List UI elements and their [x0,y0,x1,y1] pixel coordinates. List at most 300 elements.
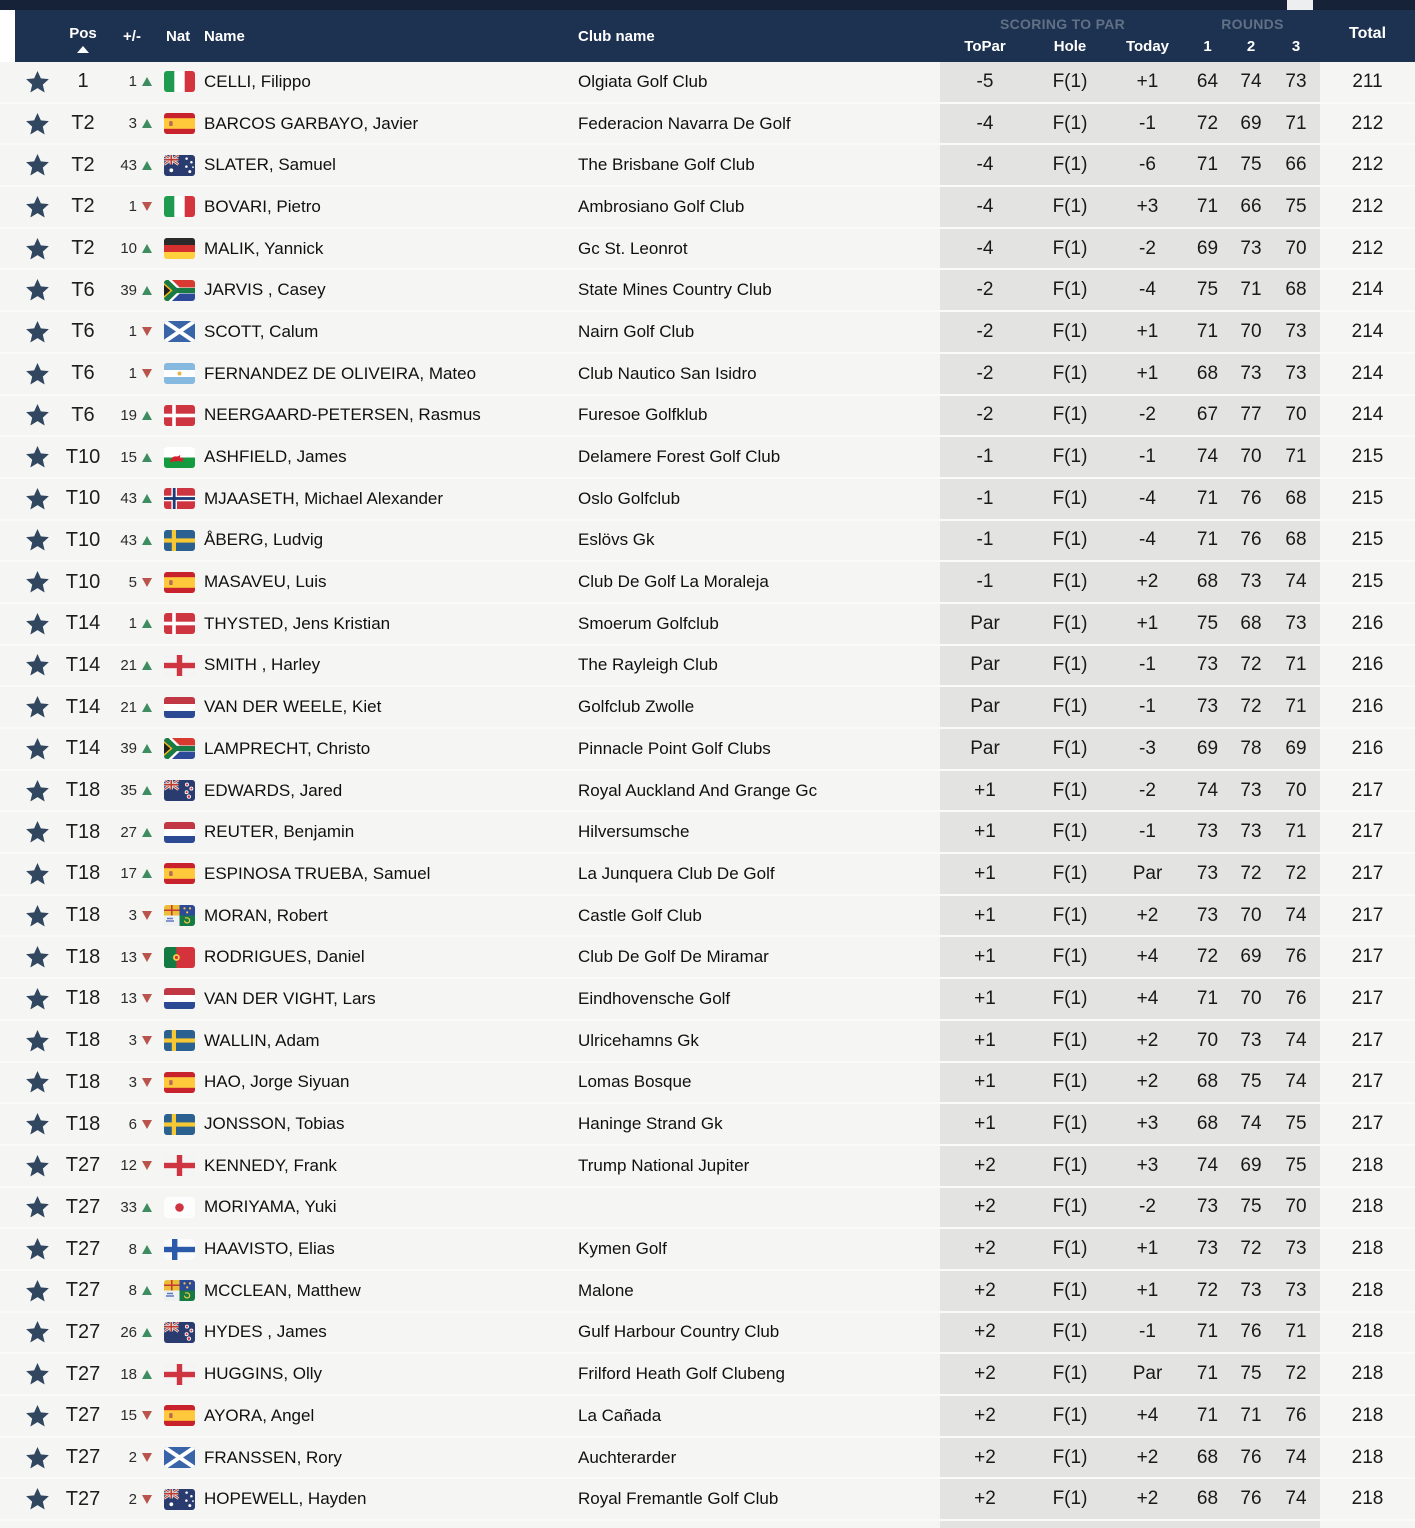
position-change-value: 1 [128,198,137,216]
topar-value: +2 [940,1396,1030,1436]
hole-value: F(1) [1030,62,1110,102]
hole-value: F(1) [1030,729,1110,769]
position-change [106,187,158,227]
hole-value: F(1) [1030,437,1110,477]
move-up-triangle-icon [142,411,152,420]
total-value: 218 [1351,1488,1384,1510]
favorite-star-icon[interactable] [24,861,51,887]
topar-value: -2 [940,396,1030,436]
favorite-cell [0,646,60,686]
club-name [570,1188,940,1228]
today-value: -4 [1110,270,1185,310]
table-row[interactable] [0,229,1415,271]
position-value: T27 [65,1154,101,1177]
table-row[interactable] [0,354,1415,396]
position-value: T6 [71,320,95,343]
player-name: AYORA, Angel [204,1405,315,1425]
round2-value: 66 [1230,187,1272,227]
favorite-star-icon[interactable] [24,1486,51,1512]
club-column-header[interactable]: Club name [578,27,655,45]
total-value: 218 [1351,1279,1384,1301]
topar-column-header[interactable]: ToPar [964,38,1006,55]
pos-column-header[interactable] [60,10,106,62]
move-up-triangle-icon [142,77,152,86]
position-change-value: 17 [120,865,137,883]
total-column-header[interactable]: Total [1348,25,1387,42]
position-value: T18 [65,1112,101,1135]
favorite-star-icon[interactable] [24,277,51,303]
topar-value: +2 [940,1271,1030,1311]
favorite-star-icon[interactable] [24,1403,51,1429]
change-column-header[interactable]: +/- [123,27,141,45]
favorite-star-icon[interactable] [24,402,51,428]
position-change-value: 1 [128,323,137,341]
favorite-cell [0,1271,60,1311]
favorite-star-icon[interactable] [24,652,51,678]
total-value: 216 [1351,612,1384,634]
table-row[interactable] [0,1104,1415,1146]
player-name: CELLI, Filippo [204,71,311,91]
favorite-star-icon[interactable] [24,486,51,512]
table-row[interactable] [0,771,1415,813]
round3-value: 66 [1272,145,1320,185]
today-column-header[interactable]: Today [1125,38,1170,55]
round1-value: 71 [1185,1396,1230,1436]
table-row[interactable] [0,687,1415,729]
table-row[interactable] [0,1438,1415,1480]
position-change-value: 18 [120,1365,137,1383]
move-down-triangle-icon [142,1411,152,1420]
round3-value: 74 [1272,1021,1320,1061]
topar-value: +1 [940,1063,1030,1103]
nat-column-header[interactable]: Nat [166,27,191,45]
round3-column-header[interactable]: 3 [1291,38,1301,55]
topar-value: +2 [940,1313,1030,1353]
round2-value: 70 [1230,979,1272,1019]
favorite-star-icon[interactable] [24,1361,51,1387]
round1-column-header[interactable]: 1 [1203,38,1212,55]
total-value: 218 [1351,1363,1384,1385]
round1-value: 72 [1185,937,1230,977]
table-row[interactable] [0,896,1415,938]
position-value: T27 [65,1320,101,1343]
hole-value: F(1) [1030,979,1110,1019]
round1-value: 69 [1185,229,1230,269]
favorite-star-icon[interactable] [24,778,51,804]
position-change [106,104,158,144]
round3-value: 71 [1272,646,1320,686]
position-change [106,1021,158,1061]
favorite-star-icon[interactable] [24,903,51,929]
position-change-value: 21 [120,656,137,674]
table-row[interactable] [0,312,1415,354]
round3-value: 68 [1272,521,1320,561]
player-name: HAAVISTO, Elias [204,1239,335,1259]
round3-value: 70 [1272,771,1320,811]
table-row[interactable] [0,521,1415,563]
table-row[interactable] [0,396,1415,438]
nationality-cell [158,562,202,602]
today-value: +2 [1110,1479,1185,1519]
total-value: 212 [1351,195,1384,217]
position-change-value: 12 [120,1157,137,1175]
round1-value: 75 [1185,270,1230,310]
position-change-value: 6 [128,1115,137,1133]
position-change-value: 3 [128,1032,137,1050]
round2-value: 73 [1230,1021,1272,1061]
player-name: HOPEWELL, Hayden [204,1489,367,1509]
table-row[interactable] [0,604,1415,646]
topar-value: -1 [940,562,1030,602]
hole-value [1030,1521,1110,1528]
hole-value: F(1) [1030,1396,1110,1436]
round2-column-header[interactable]: 2 [1246,38,1256,55]
topar-value: +2 [940,1146,1030,1186]
round2-value: 75 [1230,1063,1272,1103]
move-down-triangle-icon [142,911,152,920]
nationality-cell [158,1438,202,1478]
round2-value: 74 [1230,1104,1272,1144]
hole-value: F(1) [1030,1104,1110,1144]
position-value: T14 [65,612,101,635]
today-value: -1 [1110,104,1185,144]
hole-value: F(1) [1030,396,1110,436]
position-change-value: 15 [120,448,137,466]
nationality-cell [158,854,202,894]
club-name: Delamere Forest Golf Club [578,447,781,467]
topar-value: +2 [940,1354,1030,1394]
topar-value: +1 [940,812,1030,852]
position-change [106,1271,158,1311]
topar-value: +1 [940,937,1030,977]
total-value: 216 [1351,737,1384,759]
table-row[interactable] [0,646,1415,688]
club-name: Federacion Navarra De Golf [578,113,791,133]
today-value: +1 [1110,1229,1185,1269]
position-value: T14 [65,695,101,718]
topar-value: +1 [940,854,1030,894]
favorite-cell [0,979,60,1019]
total-value [1320,1521,1415,1528]
table-row[interactable] [0,812,1415,854]
table-row[interactable] [0,104,1415,146]
club-name: Lomas Bosque [578,1072,692,1092]
player-name: MALIK, Yannick [204,238,324,258]
topar-value: Par [940,729,1030,769]
position-value: T6 [71,278,95,301]
position-change [106,1438,158,1478]
position-value: T27 [65,1195,101,1218]
table-row[interactable] [0,1354,1415,1396]
move-up-triangle-icon [142,244,152,253]
topar-value: -2 [940,312,1030,352]
total-value: 218 [1351,1404,1384,1426]
nat-flag-icon [164,1239,195,1260]
hole-value: F(1) [1030,687,1110,727]
nationality-cell [158,1521,202,1528]
club-name [570,1521,940,1528]
scoring-to-par-group-label: SCORING TO PAR [999,16,1126,32]
club-name: Auchterarder [578,1447,677,1467]
favorite-star-icon[interactable] [24,361,51,387]
hole-value: F(1) [1030,229,1110,269]
round1-value: 68 [1185,1063,1230,1103]
round2-value: 77 [1230,396,1272,436]
table-row[interactable] [0,145,1415,187]
player-name: MASAVEU, Luis [204,572,327,592]
round2-value: 75 [1230,1188,1272,1228]
nat-flag-icon [164,238,195,259]
table-row[interactable] [0,1479,1415,1521]
favorite-star-icon[interactable] [24,736,51,762]
table-row[interactable] [0,1063,1415,1105]
favorite-star-icon[interactable] [24,1028,51,1054]
position-value [60,1521,106,1528]
table-row[interactable] [0,270,1415,312]
nat-flag-icon [164,863,195,884]
favorite-star-icon[interactable] [24,194,51,220]
favorite-star-icon[interactable] [24,319,51,345]
move-up-triangle-icon [142,494,152,503]
position-change-value: 10 [120,240,137,258]
round2-value: 76 [1230,479,1272,519]
favorite-cell [0,1063,60,1103]
favorite-cell [0,354,60,394]
club-name: Nairn Golf Club [578,321,695,341]
table-row[interactable] [0,1021,1415,1063]
favorite-star-icon[interactable] [24,1236,51,1262]
player-name: RODRIGUES, Daniel [204,947,365,967]
favorite-cell [0,854,60,894]
nationality-cell [158,687,202,727]
favorite-star-icon[interactable] [24,152,51,178]
topar-value: -4 [940,145,1030,185]
position-change-value: 2 [128,1449,137,1467]
position-change [106,646,158,686]
player-name: JONSSON, Tobias [204,1114,345,1134]
favorite-star-icon[interactable] [24,1194,51,1220]
topar-value: -4 [940,229,1030,269]
position-change [106,1229,158,1269]
favorite-star-icon[interactable] [24,236,51,262]
player-name: FRANSSEN, Rory [204,1447,342,1467]
today-value: -2 [1110,771,1185,811]
favorite-star-icon[interactable] [24,444,51,470]
table-row[interactable] [0,1271,1415,1313]
player-name: JARVIS , Casey [204,280,326,300]
position-change [106,812,158,852]
today-value: +3 [1110,187,1185,227]
position-change [106,1313,158,1353]
nationality-cell [158,1354,202,1394]
favorite-star-icon[interactable] [24,1278,51,1304]
table-row[interactable] [0,1396,1415,1438]
nationality-cell [158,396,202,436]
table-row[interactable] [0,187,1415,229]
round2-value: 70 [1230,312,1272,352]
favorite-cell [0,937,60,977]
favorite-star-icon[interactable] [24,944,51,970]
table-row[interactable] [0,979,1415,1021]
round2-value: 69 [1230,104,1272,144]
round1-value: 73 [1185,812,1230,852]
favorite-star-icon[interactable] [24,819,51,845]
position-change [106,521,158,561]
round3-value: 72 [1272,854,1320,894]
hole-column-header[interactable]: Hole [1053,38,1087,55]
round1-value: 71 [1185,145,1230,185]
move-down-triangle-icon [142,953,152,962]
position-value: T2 [71,195,95,218]
topar-value: -2 [940,354,1030,394]
table-row[interactable] [0,562,1415,604]
table-row[interactable] [0,729,1415,771]
position-change-value: 27 [120,823,137,841]
position-change-value: 8 [128,1240,137,1258]
position-change [106,229,158,269]
round1-value: 71 [1185,1313,1230,1353]
position-change [106,1396,158,1436]
player-name: HUGGINS, Olly [204,1364,323,1384]
round3-value: 68 [1272,479,1320,519]
total-value: 214 [1351,279,1384,301]
today-value: Par [1110,1354,1185,1394]
round2-value: 76 [1230,1438,1272,1478]
round3-value: 73 [1272,1271,1320,1311]
nationality-cell [158,979,202,1019]
player-name: MJAASETH, Michael Alexander [204,488,444,508]
move-up-triangle-icon [142,619,152,628]
today-value: -2 [1110,396,1185,436]
total-value: 212 [1351,154,1384,176]
nat-flag-icon [164,822,195,843]
topar-value: +2 [940,1229,1030,1269]
round3-value: 74 [1272,1479,1320,1519]
total-value: 215 [1351,571,1384,593]
favorite-star-icon[interactable] [24,611,51,637]
favorite-star-icon[interactable] [24,1069,51,1095]
table-row[interactable] [0,437,1415,479]
table-row[interactable] [0,1146,1415,1188]
topar-value [940,1521,1030,1528]
favorite-star-icon[interactable] [24,527,51,553]
hole-value: F(1) [1030,187,1110,227]
favorite-cell [0,1021,60,1061]
favorite-cell [0,1229,60,1269]
today-value: -4 [1110,521,1185,561]
table-row[interactable] [0,937,1415,979]
nationality-cell [158,1104,202,1144]
table-row[interactable] [0,854,1415,896]
favorite-cell [0,687,60,727]
position-change [106,62,158,102]
favorite-star-icon[interactable] [24,1445,51,1471]
nat-flag-icon [164,530,195,551]
position-change-value: 21 [120,698,137,716]
favorite-cell [0,521,60,561]
round2-value: 78 [1230,729,1272,769]
favorite-star-icon[interactable] [24,694,51,720]
nationality-cell [158,812,202,852]
table-row[interactable] [0,479,1415,521]
favorite-star-icon[interactable] [24,986,51,1012]
move-down-triangle-icon [142,202,152,211]
total-value: 214 [1351,320,1384,342]
table-row[interactable] [0,62,1415,104]
club-name: Castle Golf Club [578,905,702,925]
round1-value: 68 [1185,354,1230,394]
today-value: -1 [1110,687,1185,727]
position-value: T27 [65,1237,101,1260]
favorite-cell [0,104,60,144]
player-name: BARCOS GARBAYO, Javier [204,113,419,133]
topar-value: -1 [940,521,1030,561]
club-name: Ambrosiano Golf Club [578,196,745,216]
round2-value: 76 [1230,521,1272,561]
total-value: 216 [1351,654,1384,676]
position-value: T18 [65,1070,101,1093]
position-value: T18 [65,945,101,968]
total-value: 212 [1351,237,1384,259]
favorite-star-icon[interactable] [24,1319,51,1345]
round2-value: 71 [1230,1396,1272,1436]
topar-value: +1 [940,1104,1030,1144]
position-value: T18 [65,820,101,843]
total-value: 215 [1351,446,1384,468]
round3-value: 75 [1272,1104,1320,1144]
favorite-star-icon[interactable] [24,1153,51,1179]
table-row[interactable] [0,1313,1415,1355]
club-name: Ulricehamns Gk [578,1030,699,1050]
move-up-triangle-icon [142,1203,152,1212]
favorite-star-icon[interactable] [24,569,51,595]
round1-value: 71 [1185,479,1230,519]
favorite-star-icon[interactable] [24,69,51,95]
position-value: T18 [65,779,101,802]
position-change [106,1188,158,1228]
table-row[interactable] [0,1188,1415,1230]
hole-value: F(1) [1030,1146,1110,1186]
favorite-cell [0,1146,60,1186]
position-change-value: 43 [120,531,137,549]
favorite-star-icon[interactable] [24,1111,51,1137]
topar-value: -1 [940,479,1030,519]
position-change [106,354,158,394]
table-row[interactable] [0,1229,1415,1271]
name-column-header[interactable]: Name [204,27,245,45]
round2-value: 74 [1230,62,1272,102]
nat-flag-icon [164,113,195,134]
round2-value: 73 [1230,771,1272,811]
favorite-star-icon[interactable] [24,111,51,137]
nat-flag-icon [164,1447,195,1468]
hole-value: F(1) [1030,1188,1110,1228]
today-value: +1 [1110,1271,1185,1311]
player-name: FERNANDEZ DE OLIVEIRA, Mateo [204,363,477,383]
nationality-cell [158,1271,202,1311]
round3-value: 69 [1272,729,1320,769]
favorite-cell [0,1396,60,1436]
position-change-value: 1 [128,615,137,633]
round3-value: 74 [1272,1063,1320,1103]
nationality-cell [158,521,202,561]
today-value: -1 [1110,812,1185,852]
today-value: +3 [1110,1104,1185,1144]
club-name: Hilversumsche [578,822,690,842]
total-value: 215 [1351,529,1384,551]
club-name: Royal Fremantle Golf Club [578,1489,779,1509]
club-name: Golfclub Zwolle [578,697,695,717]
